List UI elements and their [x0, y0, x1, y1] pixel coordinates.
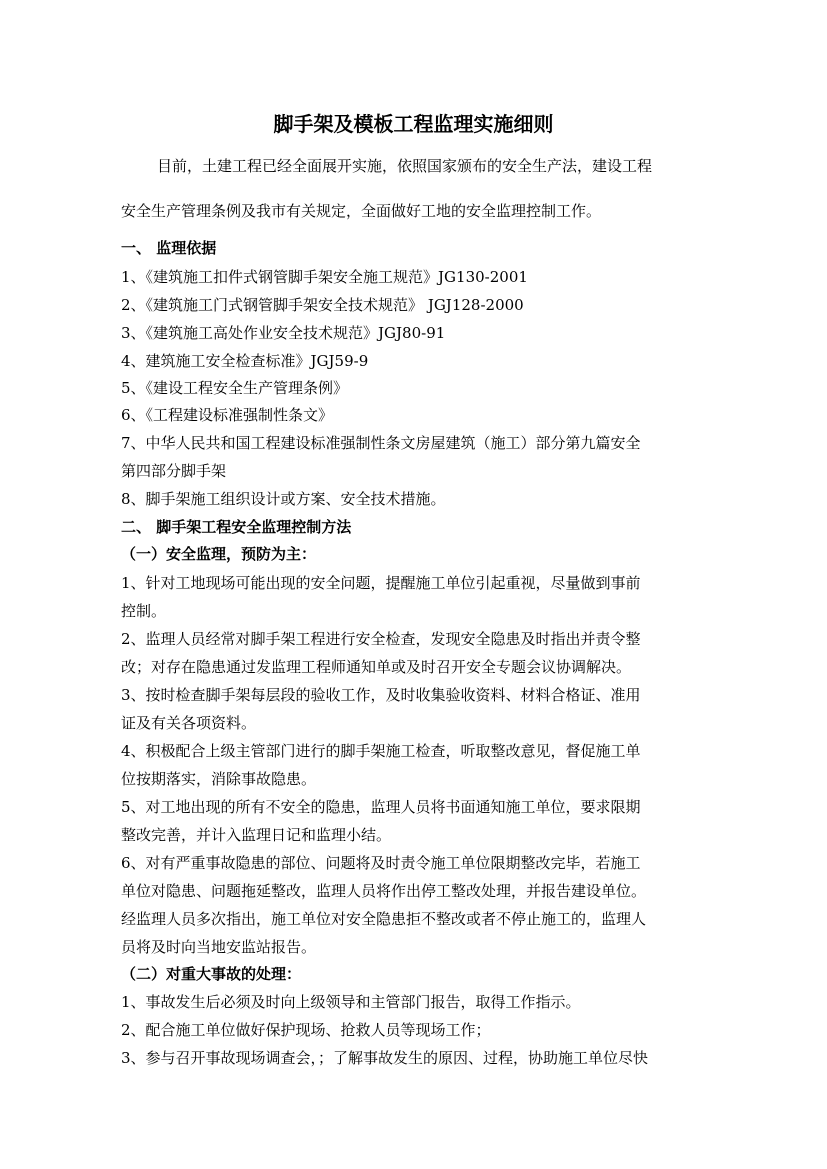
accident-line-3: 3、参与召开事故现场调查会，；了解事故发生的原因、过程，协助施工单位尽快 [121, 1049, 649, 1067]
method-line-12: 单位对隐患、问题拖延整改，监理人员将作出停工整改处理，并报告建设单位。 [121, 882, 647, 900]
basis-item-2: 2、《建筑施工门式钢管脚手架安全技术规范》 JGJ128-2000 [121, 296, 524, 314]
intro-line-2: 安全生产管理条例及我市有关规定，全面做好工地的安全监理控制工作。 [121, 202, 602, 220]
basis-item-6: 6、《工程建设标准强制性条文》 [121, 406, 334, 424]
subsection-2-heading: （二）对重大事故的处理： [121, 965, 302, 983]
section-1-heading: 一、 监理依据 [121, 239, 217, 257]
method-line-6: 证及有关各项资料。 [121, 714, 257, 732]
basis-item-4: 4、建筑施工安全检查标准》JGJ59-9 [121, 352, 369, 370]
section-2-heading: 二、 脚手架工程安全监理控制方法 [121, 518, 352, 536]
method-line-9: 5、对工地出现的所有不安全的隐患，监理人员将书面通知施工单位，要求限期 [121, 798, 641, 816]
accident-line-1: 1、事故发生后必须及时向上级领导和主管部门报告，取得工作指示。 [121, 993, 581, 1011]
method-line-14: 员将及时向当地安监站报告。 [121, 938, 317, 956]
basis-item-7: 7、中华人民共和国工程建设标准强制性条文房屋建筑（施工）部分第九篇安全 [121, 434, 641, 452]
method-line-11: 6、对有严重事故隐患的部位、问题将及时责令施工单位限期整改完毕，若施工 [121, 854, 641, 872]
basis-item-7-cont: 第四部分脚手架 [121, 462, 227, 480]
basis-item-5: 5、《建设工程安全生产管理条例》 [121, 379, 349, 397]
method-line-3: 2、监理人员经常对脚手架工程进行安全检查，发现安全隐患及时指出并责令整 [121, 630, 641, 648]
method-line-4: 改；对存在隐患通过发监理工程师通知单或及时召开安全专题会议协调解决。 [121, 658, 632, 676]
intro-line-1: 目前，土建工程已经全面展开实施，依照国家颁布的安全生产法，建设工程 [157, 157, 653, 175]
method-line-5: 3、按时检查脚手架每层段的验收工作，及时收集验收资料、材料合格证、准用 [121, 686, 641, 704]
subsection-1-heading: （一）安全监理，预防为主： [121, 545, 317, 563]
method-line-10: 整改完善，并计入监理日记和监理小结。 [121, 826, 392, 844]
basis-item-3: 3、《建筑施工高处作业安全技术规范》JGJ80-91 [121, 324, 446, 342]
method-line-2: 控制。 [121, 602, 167, 620]
method-line-8: 位按期落实，消除事故隐患。 [121, 770, 317, 788]
basis-item-8: 8、脚手架施工组织设计或方案、安全技术措施。 [121, 490, 446, 508]
document-title: 脚手架及模板工程监理实施细则 [273, 112, 554, 136]
accident-line-2: 2、配合施工单位做好保护现场、抢救人员等现场工作； [121, 1021, 491, 1039]
method-line-7: 4、积极配合上级主管部门进行的脚手架施工检查，听取整改意见，督促施工单 [121, 742, 641, 760]
method-line-13: 经监理人员多次指出，施工单位对安全隐患拒不整改或者不停止施工的，监理人 [121, 910, 647, 928]
basis-item-1: 1、《建筑施工扣件式钢管脚手架安全施工规范》JG130-2001 [121, 268, 528, 286]
method-line-1: 1、针对工地现场可能出现的安全问题，提醒施工单位引起重视，尽量做到事前 [121, 574, 641, 592]
